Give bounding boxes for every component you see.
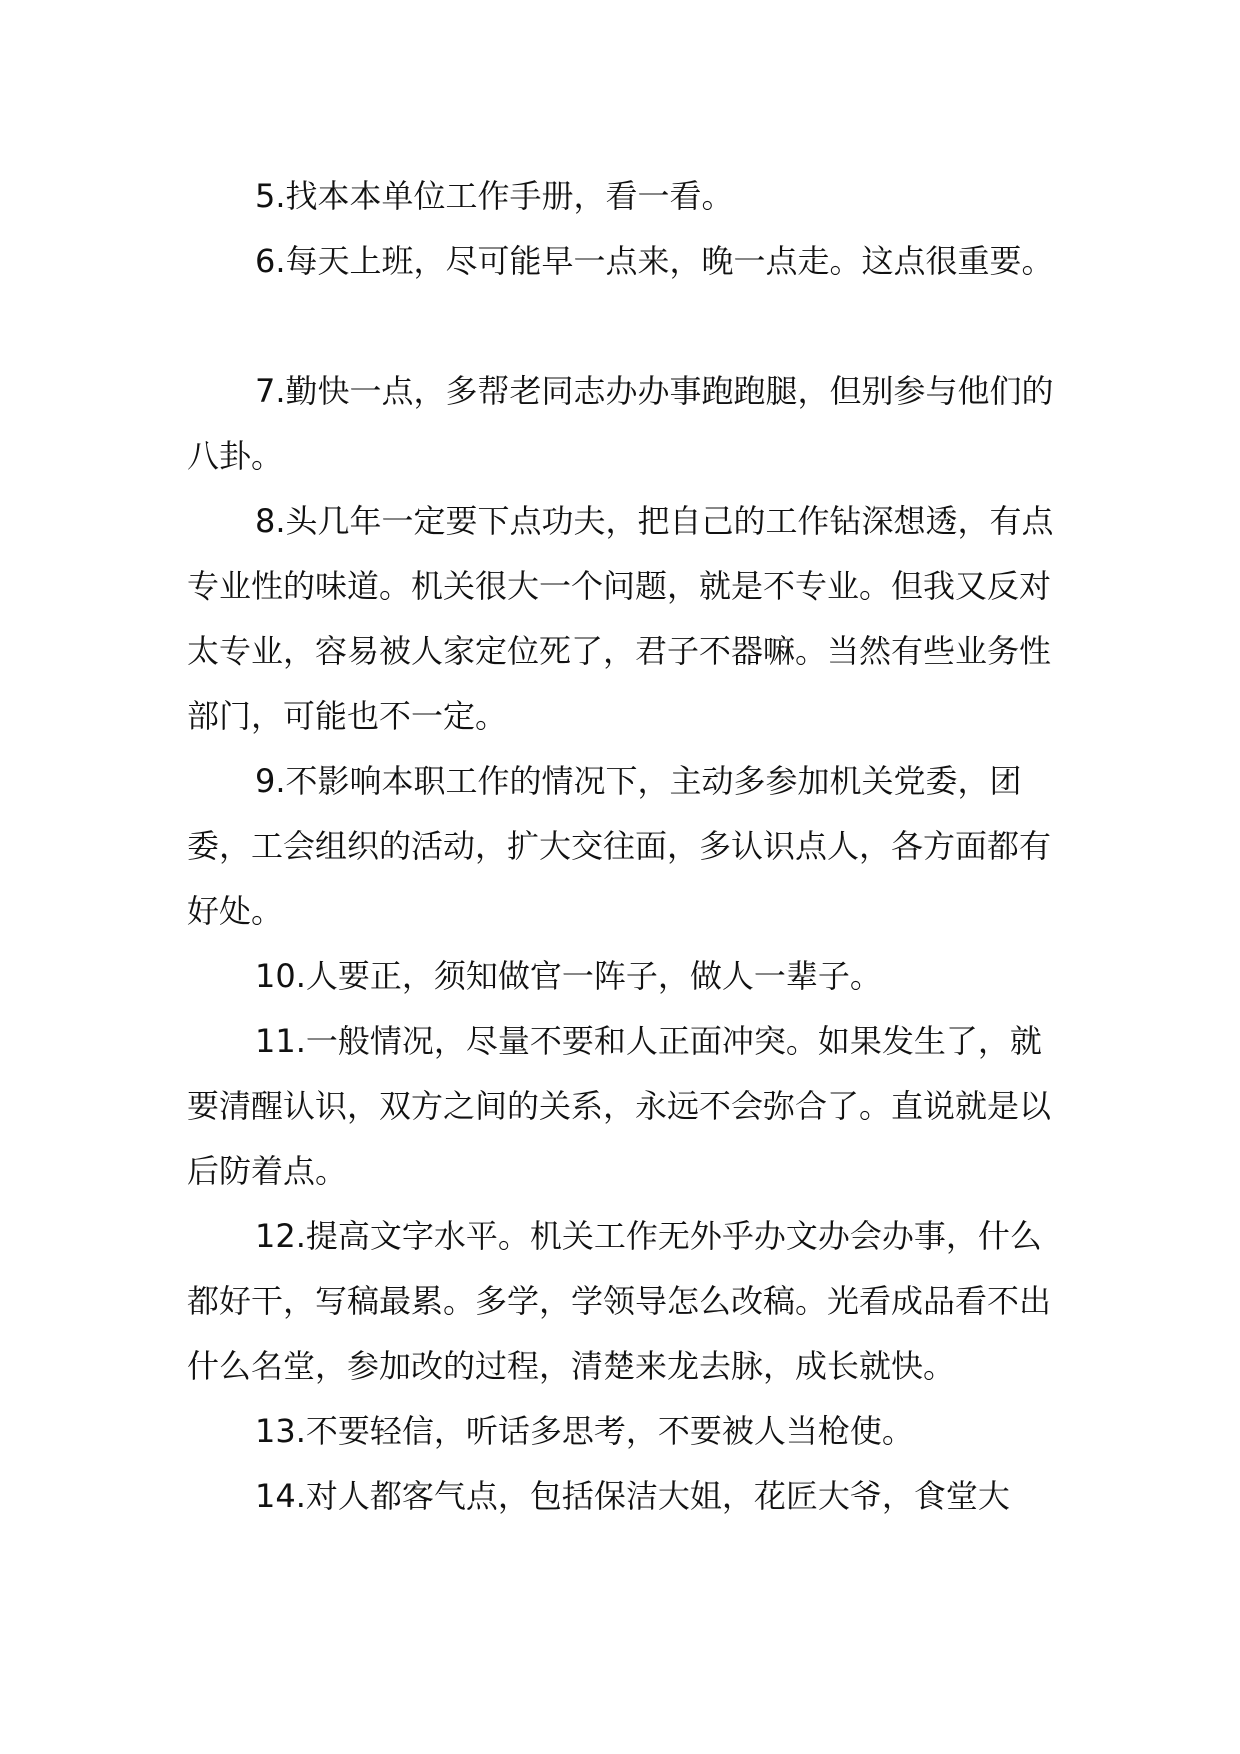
paragraph-item-8: 8.头几年一定要下点功夫，把自己的工作钻深想透，有点专业性的味道。机关很大一个问题，就是不专业。但我又反对太专业，容易被人家定位死了，君子不器嘛。当然有些业务性部门，可能也不一定。	[187, 502, 1054, 735]
paragraph-item-14: 14.对人都客气点，包括保洁大姐，花匠大爷，食堂大	[255, 1477, 1010, 1515]
paragraph-item-10: 10.人要正，须知做官一阵子，做人一辈子。	[255, 957, 882, 995]
paragraph-item-12: 12.提高文字水平。机关工作无外乎办文办会办事，什么都好干，写稿最累。多学，学领导怎么改稿。光看成品看不出什么名堂，参加改的过程，清楚来龙去脉，成长就快。	[187, 1217, 1052, 1385]
paragraph-item-5: 5.找本本单位工作手册，看一看。	[255, 177, 734, 215]
paragraph-item-9: 9.不影响本职工作的情况下，主动多参加机关党委，团委，工会组织的活动，扩大交往面，多认识点人，各方面都有好处。	[187, 762, 1052, 930]
paragraph-item-11: 11.一般情况，尽量不要和人正面冲突。如果发生了，就要清醒认识，双方之间的关系，永远不会弥合了。直说就是以后防着点。	[187, 1022, 1052, 1190]
paragraph-item-6: 6.每天上班，尽可能早一点来，晚一点走。这点很重要。	[255, 242, 1054, 280]
paragraph-item-7: 7.勤快一点，多帮老同志办办事跑跑腿，但别参与他们的八卦。	[187, 372, 1054, 475]
document-body	[187, 164, 1067, 1529]
paragraph-item-13: 13.不要轻信，听话多思考，不要被人当枪使。	[255, 1412, 914, 1450]
